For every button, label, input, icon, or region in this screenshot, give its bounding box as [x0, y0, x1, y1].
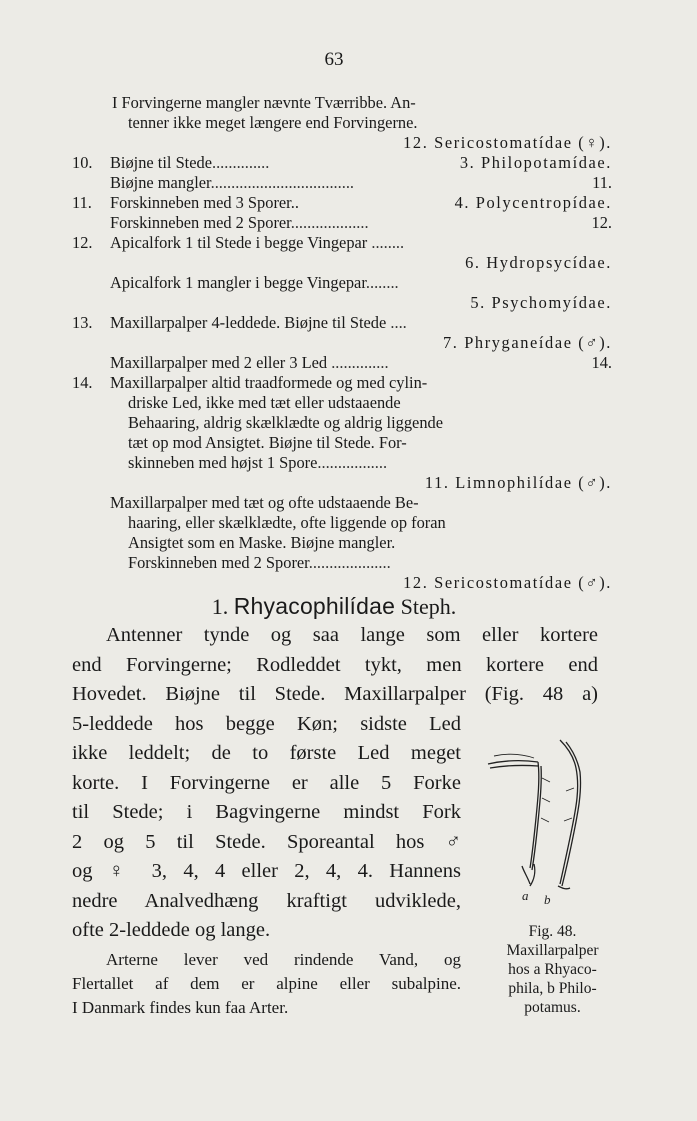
- body-line: end Forvingerne; Rodleddet tykt, men kortere end: [72, 653, 598, 676]
- page-number: 63: [324, 49, 344, 70]
- key-result: 11.: [592, 173, 612, 192]
- key-text: Forskinneben med 3 Sporer..: [110, 193, 299, 212]
- key-line: Biøjne mangler................................... 11.: [110, 173, 612, 192]
- key-line: [72, 113, 612, 133]
- body-line: nedre Analvedhæng kraftigt udviklede,: [72, 889, 461, 912]
- key-line: [72, 573, 612, 593]
- key-line: [72, 193, 612, 213]
- key-line: [72, 133, 612, 153]
- key-line: [72, 473, 612, 493]
- key-result: 7. Phryganeídae (♂).: [443, 333, 612, 352]
- key-text: Apicalfork 1 mangler i begge Vingepar: [110, 273, 366, 292]
- key-line: [72, 533, 612, 553]
- key-line: [72, 433, 612, 453]
- maxillarpalp-drawing: [478, 738, 618, 908]
- palp-b-drawing: [558, 740, 581, 889]
- caption-line: hos a Rhyaco-: [508, 961, 597, 978]
- key-number: 12.: [72, 233, 93, 252]
- key-text: skinneben med højst 1 Spore: [128, 453, 318, 472]
- key-line: skinneben med højst 1 Spore.................: [128, 453, 388, 472]
- caption-line: Fig. 48.: [528, 923, 577, 940]
- key-line: [72, 493, 612, 513]
- key-line: 10. Biøjne til Stede.............. 3. Philopotamídae.: [72, 153, 612, 172]
- key-result: 3. Philopotamídae.: [459, 153, 612, 172]
- heading-number: 1.: [211, 594, 229, 619]
- body-line: Hovedet. Biøjne til Stede. Maxillarpalper (Fig. 48 a): [72, 683, 598, 705]
- body-line: og ♀ 3, 4, 4 eller 2, 4, 4. Hannens: [72, 860, 461, 882]
- key-line: Forskinneben med 2 Sporer................... 12.: [110, 213, 612, 232]
- small-line: Arterne lever ved rindende Vand, og: [106, 949, 461, 969]
- key-text: Forskinneben med 2 Sporer: [128, 553, 309, 572]
- key-line: [72, 253, 612, 273]
- small-line: I Danmark findes kun faa Arter.: [72, 997, 289, 1017]
- key-text: Biøjne til Stede: [110, 153, 212, 172]
- key-result: 4. Polycentropídae.: [454, 193, 612, 212]
- key-text: haaring, eller skælklædte, ofte liggende op foran: [128, 513, 446, 532]
- body-line: Antenner tynde og saa lange som eller kortere: [106, 624, 598, 646]
- key-text: Apicalfork 1 til Stede i begge Vingepar: [110, 233, 368, 252]
- key-number: 13.: [72, 313, 93, 332]
- family-name: Rhyacophilídae: [233, 593, 396, 619]
- figure-label-a: a: [522, 888, 529, 903]
- identification-key: [72, 93, 612, 593]
- key-text: tenner ikke meget længere end Forvingerne.: [128, 113, 418, 132]
- body-line: 5-leddede hos begge Køn; sidste Led: [72, 712, 461, 735]
- key-text: Maxillarpalper med 2 eller 3 Led: [110, 353, 328, 372]
- body-line: ofte 2-leddede og lange.: [72, 919, 271, 941]
- key-line: 13. Maxillarpalper 4-leddede. Biøjne til Stede ....: [72, 313, 407, 332]
- body-line: korte. I Forvingerne er alle 5 Forke: [72, 771, 461, 794]
- small-line: Flertallet af dem er alpine eller subalpine.: [72, 973, 461, 993]
- body-line: ikke leddelt; de to første Led meget: [72, 742, 461, 764]
- key-result: 6. Hydropsycídae.: [465, 253, 612, 272]
- caption-line: phila, b Philo-: [508, 980, 597, 997]
- key-line: 12. Apicalfork 1 til Stede i begge Vingepar ........: [72, 233, 405, 252]
- figure-caption: [470, 922, 635, 1017]
- key-text: tæt op mod Ansigtet. Biøjne til Stede. For-: [128, 433, 407, 452]
- key-text: Maxillarpalper 4-leddede. Biøjne til Stede: [110, 313, 387, 332]
- key-result: 12.: [591, 213, 612, 232]
- key-line: [72, 333, 612, 353]
- key-text: Maxillarpalper altid traadformede og med cylin-: [110, 373, 428, 392]
- key-number: 11.: [72, 193, 92, 212]
- key-line: [72, 393, 612, 413]
- key-text: Forskinneben med 2 Sporer: [110, 213, 291, 232]
- key-text: Maxillarpalper med tæt og ofte udstaaende Be-: [110, 493, 419, 512]
- key-line: Maxillarpalper med 2 eller 3 Led .............. 14.: [110, 353, 612, 372]
- key-line: [72, 373, 612, 393]
- body-line: til Stede; i Bagvingerne mindst Fork: [72, 801, 461, 823]
- key-line: Forskinneben med 2 Sporer....................: [128, 553, 391, 572]
- key-text: Biøjne mangler: [110, 173, 211, 192]
- key-line: [72, 413, 612, 433]
- figure-label-b: b: [544, 892, 551, 907]
- key-text: Ansigtet som en Maske. Biøjne mangler.: [128, 533, 396, 552]
- key-number: 14.: [72, 373, 93, 392]
- figure-48: [478, 738, 618, 913]
- key-line: [72, 513, 612, 533]
- caption-line: potamus.: [524, 999, 581, 1016]
- key-line: Apicalfork 1 mangler i begge Vingepar........: [110, 273, 399, 292]
- family-author: Steph.: [400, 594, 457, 619]
- caption-line: Maxillarpalper: [506, 942, 599, 959]
- key-result: 12. Sericostomatídae (♂).: [403, 573, 612, 592]
- key-text: I Forvingerne mangler nævnte Tværribbe. An-: [112, 93, 416, 112]
- key-line: [72, 293, 612, 313]
- key-result: 5. Psychomyídae.: [470, 293, 612, 312]
- palp-a-drawing: [488, 761, 541, 886]
- key-result: 11. Limnophilídae (♂).: [424, 473, 612, 492]
- key-result: 12. Sericostomatídae (♀).: [403, 133, 612, 152]
- section-heading: [0, 593, 668, 620]
- key-text: driske Led, ikke med tæt eller udstaaende: [128, 393, 401, 412]
- key-text: Behaaring, aldrig skælklædte og aldrig liggende: [128, 413, 443, 432]
- body-line: 2 og 5 til Stede. Sporeantal hos ♂: [72, 830, 461, 853]
- key-number: 10.: [72, 153, 93, 172]
- key-result: 14.: [591, 353, 612, 372]
- key-line: [72, 93, 612, 113]
